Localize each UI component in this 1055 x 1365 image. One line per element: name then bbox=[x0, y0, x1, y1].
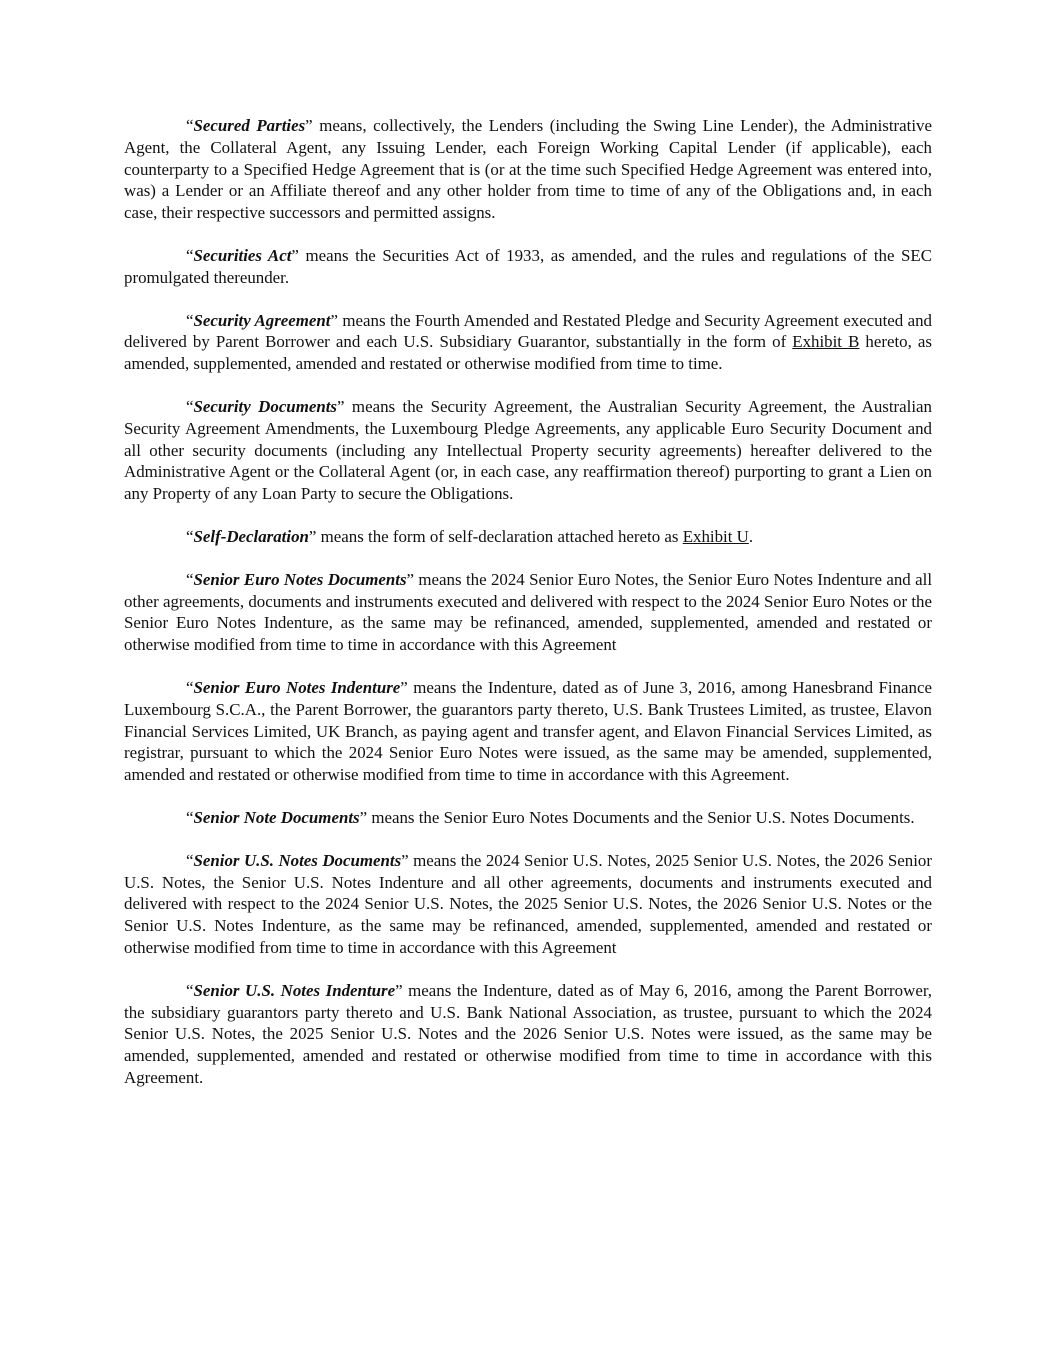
definition-senior-euro-notes-indenture: “Senior Euro Notes Indenture” means the Indenture, dated as of June 3, 2016, among Hanesbrand Finance Luxembourg S.C.A., the Parent Borrower, the guarantors party thereto, U.S. Bank Trustees Limited, as trustee, Elavon Financial Services Limited, UK Branch, as paying agent and transfer agent, and Elavon Financial Services Limited, as registrar, pursuant to which the 2024 Senior Euro Notes were issued, as the same may be amended, supplemented, amended and restated or otherwise modified from time to time in accordance with this Agreement. bbox=[124, 677, 932, 785]
definition-text: means the Senior Euro Notes Documents and the Senior U.S. Notes Documents. bbox=[367, 807, 915, 827]
definition-self-declaration: “Self-Declaration” means the form of self-declaration attached hereto as Exhibit U. bbox=[186, 526, 754, 546]
definition-senior-note-documents: “Senior Note Documents” means the Senior Euro Notes Documents and the Senior U.S. Notes Documents. bbox=[186, 807, 915, 827]
definition-text: means the form of self-declaration attached hereto as bbox=[316, 526, 683, 546]
definition-text-continued: . bbox=[748, 526, 754, 546]
definition-senior-us-notes-indenture: “Senior U.S. Notes Indenture” means the Indenture, dated as of May 6, 2016, among the Parent Borrower, the subsidiary guarantors party thereto and U.S. Bank National Association, as trustee, pursuant to which the 2024 Senior U.S. Notes, the 2025 Senior U.S. Notes and the 2026 Senior U.S. Notes were issued, as the same may be amended, supplemented, amended and restated or otherwise modified from time to time in accordance with this Agreement. bbox=[124, 980, 932, 1087]
definition-text-continued: hereto, as amended, supplemented, amended and restated or otherwise modified from time to time. bbox=[124, 332, 932, 374]
defined-term: Security Agreement bbox=[193, 310, 331, 330]
definition-senior-us-notes-documents: “Senior U.S. Notes Documents” means the 2024 Senior U.S. Notes, 2025 Senior U.S. Notes, the 2026 Senior U.S. Notes, the Senior U.S. Notes Indenture and all other agreements, documents and instruments executed and delivered with respect to the 2024 Senior U.S. Notes, the 2025 Senior U.S. Notes, the 2026 Senior U.S. Notes or the Senior U.S. Notes Indenture, as the same may be refinanced, amended, supplemented, amended and restated or otherwise modified from time to time in accordance with this Agreement bbox=[124, 850, 933, 957]
defined-term: Senior U.S. Notes Indenture bbox=[193, 980, 396, 1000]
definition-secured-parties: “Secured Parties” means, collectively, the Lenders (including the Swing Line Lender), the Administrative Agent, the Collateral Agent, any Issuing Lender, each Foreign Working Capital Lender (if applicable), each counterparty to a Specified Hedge Agreement that is (or at the time such Specified Hedge Agreement was entered into, was) a Lender or an Affiliate thereof and any other holder from time to time of any of the Obligations and, in each case, their respective successors and permitted assigns. bbox=[124, 116, 932, 223]
definition-security-agreement: “Security Agreement” means the Fourth Amended and Restated Pledge and Security Agreement executed and delivered by Parent Borrower and each U.S. Subsidiary Guarantor, substantially in the form of Exhibit B hereto, as amended, supplemented, amended and restated or otherwise modified from time to time. bbox=[124, 310, 932, 374]
defined-term: Senior Note Documents bbox=[193, 807, 360, 827]
defined-term: Security Documents bbox=[193, 396, 337, 416]
exhibit-reference: Exhibit B bbox=[792, 332, 860, 352]
defined-term: Self-Declaration bbox=[193, 526, 309, 546]
definition-senior-euro-notes-documents: “Senior Euro Notes Documents” means the 2024 Senior Euro Notes, the Senior Euro Notes Indenture and all other agreements, documents and instruments executed and delivered with respect to the 2024 Senior Euro Notes or the Senior Euro Notes Indenture, as the same may be refinanced, amended, supplemented, amended and restated or otherwise modified from time to time in accordance with this Agreement bbox=[124, 569, 933, 655]
defined-term: Senior Euro Notes Indenture bbox=[193, 677, 401, 697]
document-page bbox=[124, 115, 932, 1110]
definition-text: means the 2024 Senior U.S. Notes, 2025 Senior U.S. Notes, the 2026 Senior U.S. Notes, the Senior U.S. Notes Indenture and all other agreements, documents and instruments executed and delivered with respect to the 2024 Senior U.S. Notes, the 2025 Senior U.S. Notes, the 2026 Senior U.S. Notes or the Senior U.S. Notes Indenture, as the same may be refinanced, amended, supplemented, amended and restated or otherwise modified from time to time in accordance with this Agreement bbox=[124, 850, 933, 957]
definition-text: means the Fourth Amended and Restated Pledge and Security Agreement executed and delivered by Parent Borrower and each U.S. Subsidiary Guarantor, substantially in the form of bbox=[124, 310, 932, 352]
definition-text: means the Indenture, dated as of June 3, 2016, among Hanesbrand Finance Luxembourg S.C.A., the Parent Borrower, the guarantors party thereto, U.S. Bank Trustees Limited, as trustee, Elavon Financial Services Limited, UK Branch, as paying agent and transfer agent, and Elavon Financial Services Limited, as registrar, pursuant to which the 2024 Senior Euro Notes were issued, as the same may be amended, supplemented, amended and restated or otherwise modified from time to time in accordance with this Agreement. bbox=[124, 677, 932, 785]
defined-term: Securities Act bbox=[193, 245, 292, 265]
definition-text: means the 2024 Senior Euro Notes, the Senior Euro Notes Indenture and all other agreements, documents and instruments executed and delivered with respect to the 2024 Senior Euro Notes or the Senior Euro Notes Indenture, as the same may be refinanced, amended, supplemented, amended and restated or otherwise modified from time to time in accordance with this Agreement bbox=[124, 569, 933, 655]
definition-text: means, collectively, the Lenders (including the Swing Line Lender), the Administrative Agent, the Collateral Agent, any Issuing Lender, each Foreign Working Capital Lender (if applicable), each counterparty to a Specified Hedge Agreement that is (or at the time such Specified Hedge Agreement was entered into, was) a Lender or an Affiliate thereof and any other holder from time to time of any of the Obligations and, in each case, their respective successors and permitted assigns. bbox=[124, 116, 932, 223]
definition-securities-act: “Securities Act” means the Securities Act of 1933, as amended, and the rules and regulations of the SEC promulgated thereunder. bbox=[124, 245, 932, 287]
defined-term: Senior Euro Notes Documents bbox=[193, 569, 407, 589]
defined-term: Secured Parties bbox=[193, 116, 306, 135]
definition-text: means the Securities Act of 1933, as amended, and the rules and regulations of the SEC promulgated thereunder. bbox=[124, 245, 932, 287]
definition-security-documents: “Security Documents” means the Security Agreement, the Australian Security Agreement, the Australian Security Agreement Amendments, the Luxembourg Pledge Agreements, any applicable Euro Security Document and all other security documents (including any Intellectual Property security agreements) hereafter delivered to the Administrative Agent or the Collateral Agent (or, in each case, any reaffirmation thereof) purporting to grant a Lien on any Property of any Loan Party to secure the Obligations. bbox=[124, 396, 932, 504]
definition-text: means the Security Agreement, the Australian Security Agreement, the Australian Security Agreement Amendments, the Luxembourg Pledge Agreements, any applicable Euro Security Document and all other security documents (including any Intellectual Property security agreements) hereafter delivered to the Administrative Agent or the Collateral Agent (or, in each case, any reaffirmation thereof) purporting to grant a Lien on any Property of any Loan Party to secure the Obligations. bbox=[124, 396, 932, 504]
definition-text: means the Indenture, dated as of May 6, 2016, among the Parent Borrower, the subsidiary guarantors party thereto and U.S. Bank National Association, as trustee, pursuant to which the 2024 Senior U.S. Notes, the 2025 Senior U.S. Notes and the 2026 Senior U.S. Notes were issued, as the same may be amended, supplemented, amended and restated or otherwise modified from time to time in accordance with this Agreement. bbox=[124, 980, 932, 1087]
defined-term: Senior U.S. Notes Documents bbox=[193, 850, 402, 870]
exhibit-reference: Exhibit U bbox=[682, 526, 749, 546]
